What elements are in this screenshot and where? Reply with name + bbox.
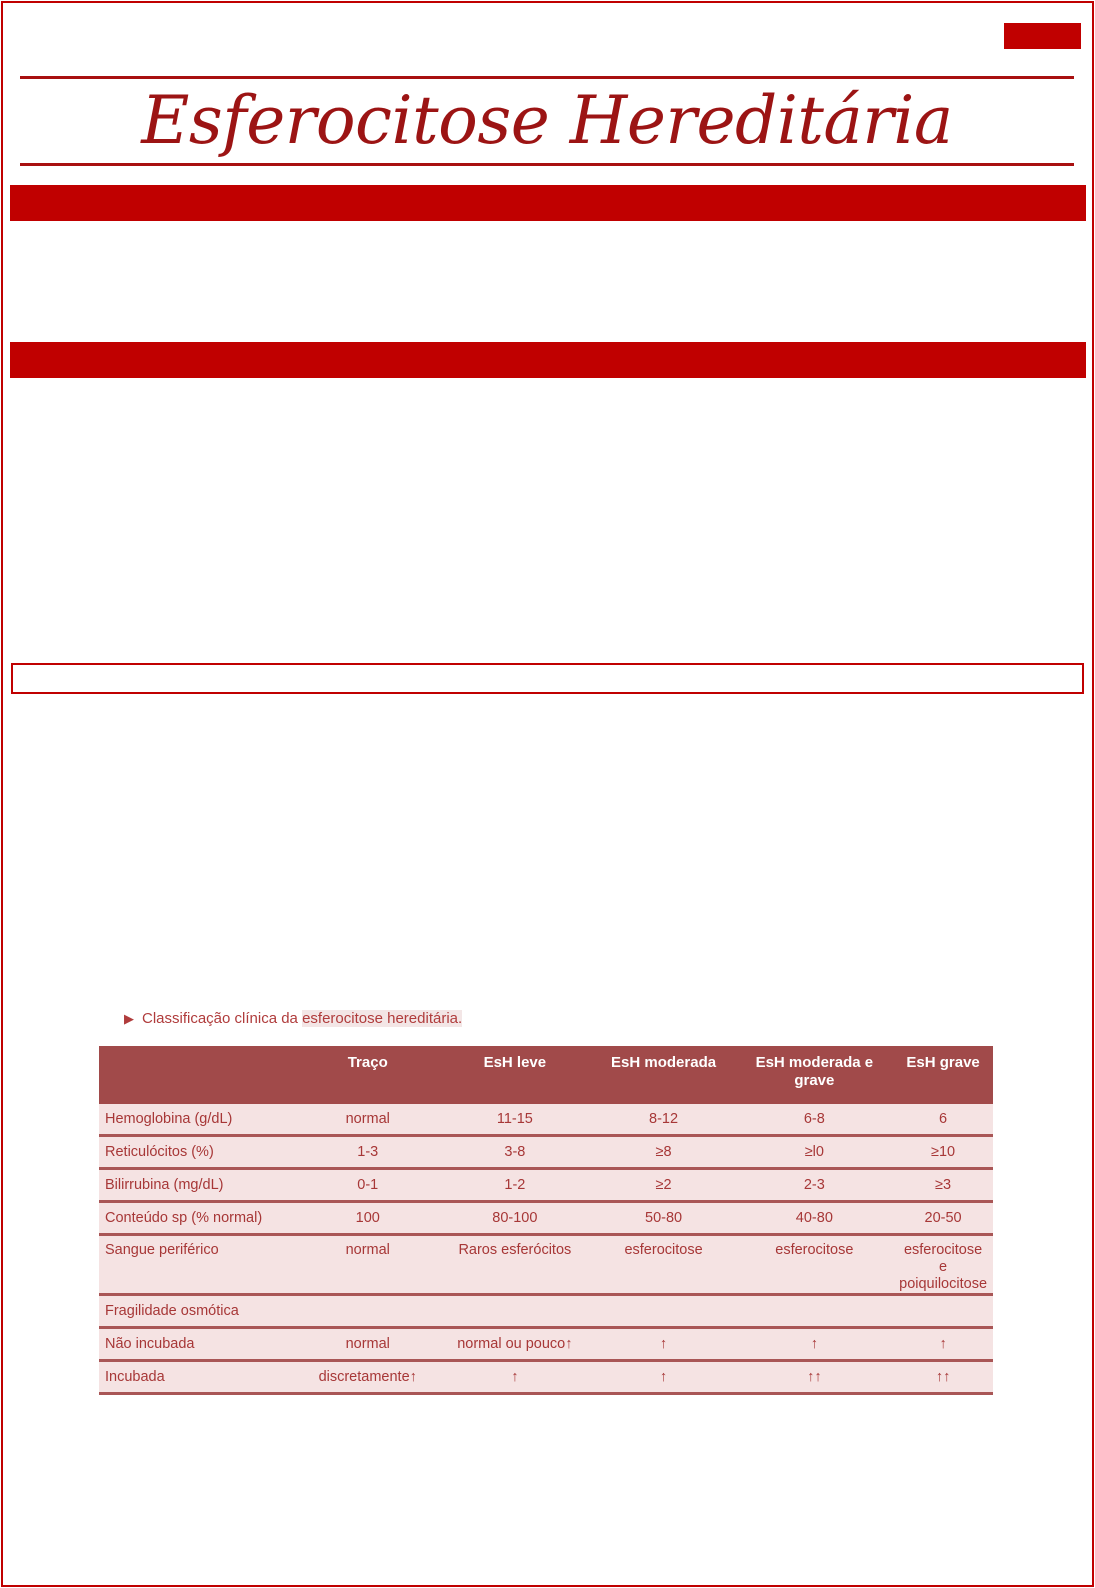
table-cell: ≥8 xyxy=(592,1136,736,1169)
caption-highlight: esferocitose hereditária. xyxy=(302,1010,463,1027)
page-title: Esferocitose Hereditária xyxy=(141,82,953,159)
table-cell: 11-15 xyxy=(438,1104,591,1136)
table-cell: 3-8 xyxy=(438,1136,591,1169)
header-cell xyxy=(99,1046,297,1104)
table-cell: normal xyxy=(297,1328,438,1361)
table-cell: ≥3 xyxy=(893,1169,993,1202)
corner-tab xyxy=(1004,23,1081,49)
triangle-marker-icon: ▶ xyxy=(124,1011,134,1026)
table-cell: ↑↑ xyxy=(736,1361,894,1394)
header-cell: EsH moderada e grave xyxy=(736,1046,894,1104)
table-cell: ≥10 xyxy=(893,1136,993,1169)
table-row xyxy=(99,1169,993,1202)
table-cell xyxy=(893,1295,993,1328)
classification-table xyxy=(99,1046,993,1395)
table-row xyxy=(99,1295,993,1328)
header-cell: EsH leve xyxy=(438,1046,591,1104)
table-cell xyxy=(438,1295,591,1328)
table-row xyxy=(99,1235,993,1295)
table-cell: ↑ xyxy=(438,1361,591,1394)
table-cell: ≥2 xyxy=(592,1169,736,1202)
row-label: Conteúdo sp (% normal) xyxy=(99,1202,297,1235)
table-cell: 1-3 xyxy=(297,1136,438,1169)
table-cell xyxy=(736,1295,894,1328)
outlined-section-box xyxy=(11,663,1084,694)
table-cell: normal ou pouco↑ xyxy=(438,1328,591,1361)
header-cell: EsH grave xyxy=(893,1046,993,1104)
table-cell: 20-50 xyxy=(893,1202,993,1235)
table-cell: normal xyxy=(297,1235,438,1295)
caption-text: Classificação clínica da xyxy=(142,1010,298,1027)
row-label: Hemoglobina (g/dL) xyxy=(99,1104,297,1136)
table-cell: 6 xyxy=(893,1104,993,1136)
table-cell: ↑ xyxy=(592,1328,736,1361)
table-cell: 50-80 xyxy=(592,1202,736,1235)
table-cell: ≥l0 xyxy=(736,1136,894,1169)
table-cell: 2-3 xyxy=(736,1169,894,1202)
table-cell: ↑ xyxy=(736,1328,894,1361)
table-cell xyxy=(592,1295,736,1328)
table-cell: 6-8 xyxy=(736,1104,894,1136)
table-cell: ↑ xyxy=(592,1361,736,1394)
table-cell: Raros esferócitos xyxy=(438,1235,591,1295)
row-label: Não incubada xyxy=(99,1328,297,1361)
table-cell: esferocitose xyxy=(592,1235,736,1295)
table-row xyxy=(99,1136,993,1169)
table-cell: discretamente↑ xyxy=(297,1361,438,1394)
table-cell: esferocitose e poiquilocitose xyxy=(893,1235,993,1295)
row-label: Sangue periférico xyxy=(99,1235,297,1295)
row-label: Bilirrubina (mg/dL) xyxy=(99,1169,297,1202)
title-bottom-rule xyxy=(20,163,1074,166)
section-band-2 xyxy=(10,342,1086,378)
table-row xyxy=(99,1104,993,1136)
table-header-row xyxy=(99,1046,993,1104)
table-cell: 100 xyxy=(297,1202,438,1235)
table-cell: 8-12 xyxy=(592,1104,736,1136)
table-cell: 80-100 xyxy=(438,1202,591,1235)
table-cell: ↑ xyxy=(893,1328,993,1361)
row-label: Incubada xyxy=(99,1361,297,1394)
table-cell: ↑↑ xyxy=(893,1361,993,1394)
table-cell: esferocitose xyxy=(736,1235,894,1295)
table-cell: 1-2 xyxy=(438,1169,591,1202)
title-top-rule xyxy=(20,76,1074,79)
header-cell: EsH moderada xyxy=(592,1046,736,1104)
table-row xyxy=(99,1361,993,1394)
row-label: Reticulócitos (%) xyxy=(99,1136,297,1169)
table-caption xyxy=(124,1010,462,1027)
table-row xyxy=(99,1328,993,1361)
row-label: Fragilidade osmótica xyxy=(99,1295,297,1328)
section-band-1 xyxy=(10,185,1086,221)
table-cell: 0-1 xyxy=(297,1169,438,1202)
table-row xyxy=(99,1202,993,1235)
table-cell: 40-80 xyxy=(736,1202,894,1235)
table-cell xyxy=(297,1295,438,1328)
header-cell: Traço xyxy=(297,1046,438,1104)
table-cell: normal xyxy=(297,1104,438,1136)
